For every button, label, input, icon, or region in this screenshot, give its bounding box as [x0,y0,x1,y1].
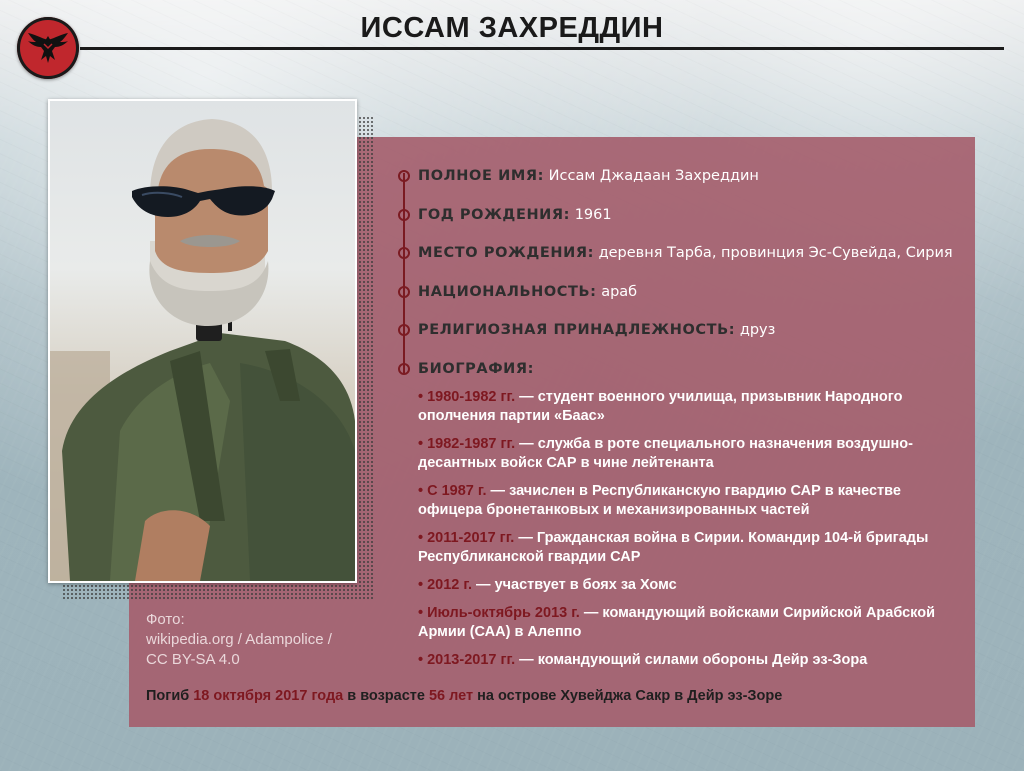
photo-credit-line: Фото: [146,611,185,628]
timeline-node [398,324,410,336]
biography-entry [418,388,958,426]
biography-entry [418,435,958,473]
biography-entry [418,576,958,595]
biography-years: • 2011-2017 гг. [418,530,515,546]
death-note-text: Погиб [146,688,194,704]
biography-years: • 1980-1982 гг. [418,389,516,405]
biography-entry [418,482,958,520]
biography-text: — командующий войсками Сирийской Арабской Армии (САА) в Алеппо [418,605,936,640]
biography-years: • 2012 г. [418,577,473,593]
full-name-row [418,168,759,184]
biography-years: • 2013-2017 гг. [418,652,516,668]
timeline-line [403,173,405,373]
portrait-photo-frame [48,99,357,583]
biography-text: — зачислен в Республиканскую гвардию САР в качестве офицера бронетанковых и механизированных частей [418,483,901,518]
photo-credit [146,610,376,670]
biography-years: • С 1987 г. [418,483,487,499]
biography-entry [418,651,958,670]
biography-text: — студент военного училища, призывник Народного ополчения партии «Баас» [418,389,903,424]
title-divider [80,47,1004,50]
death-note-text: на острове Хувейджа Сакр в Дейр эз-Зоре [473,688,783,704]
portrait-illustration [50,101,355,581]
biography-text: — Гражданская война в Сирии. Командир 104-й бригады Республиканской гвардии САР [418,530,929,565]
biography-text: — участвует в боях за Хомс [472,577,677,593]
death-note [146,688,782,704]
birthplace-row [418,245,953,261]
biography-label: БИОГРАФИЯ: [418,361,535,377]
full-name-value: Иссам Джадаан Захреддин [548,168,759,184]
biography-heading-row [418,361,534,377]
page-title: ИССАМ ЗАХРЕДДИН [360,12,664,44]
death-note-text: в возрасте [343,688,429,704]
birth-year-label: ГОД РОЖДЕНИЯ: [418,207,571,223]
death-date: 18 октября 2017 года [193,688,344,704]
biography-entry [418,604,958,642]
portrait-photo [50,101,355,581]
nationality-label: НАЦИОНАЛЬНОСТЬ: [418,284,597,300]
biography-text: — командующий силами обороны Дейр эз-Зора [515,652,868,668]
religion-value: друз [739,322,776,338]
nationality-value: араб [601,284,638,300]
full-name-label: ПОЛНОЕ ИМЯ: [418,168,545,184]
photo-credit-line: CC BY-SA 4.0 [146,651,240,668]
death-age: 56 лет [428,688,474,704]
birthplace-label: МЕСТО РОЖДЕНИЯ: [418,245,594,261]
timeline-node [398,286,410,298]
timeline-node [398,247,410,259]
birthplace-value: деревня Тарба, провинция Эс-Сувейда, Сирия [598,245,953,261]
timeline-node [398,170,410,182]
biography-years: • 1982-1987 гг. [418,436,516,452]
biography-entry [418,529,958,567]
photo-credit-line: wikipedia.org / Adampolice / [146,631,332,648]
biography-text: — служба в роте специального назначения воздушно-десантных войск САР в чине лейтенанта [418,436,913,471]
nationality-row [418,284,637,300]
birth-year-value: 1961 [574,207,612,223]
religion-label: РЕЛИГИОЗНАЯ ПРИНАДЛЕЖНОСТЬ: [418,322,736,338]
religion-row [418,322,775,338]
timeline-node [398,363,410,375]
timeline-node [398,209,410,221]
birth-year-row [418,207,612,223]
biography-years: • Июль-октябрь 2013 г. [418,605,580,621]
